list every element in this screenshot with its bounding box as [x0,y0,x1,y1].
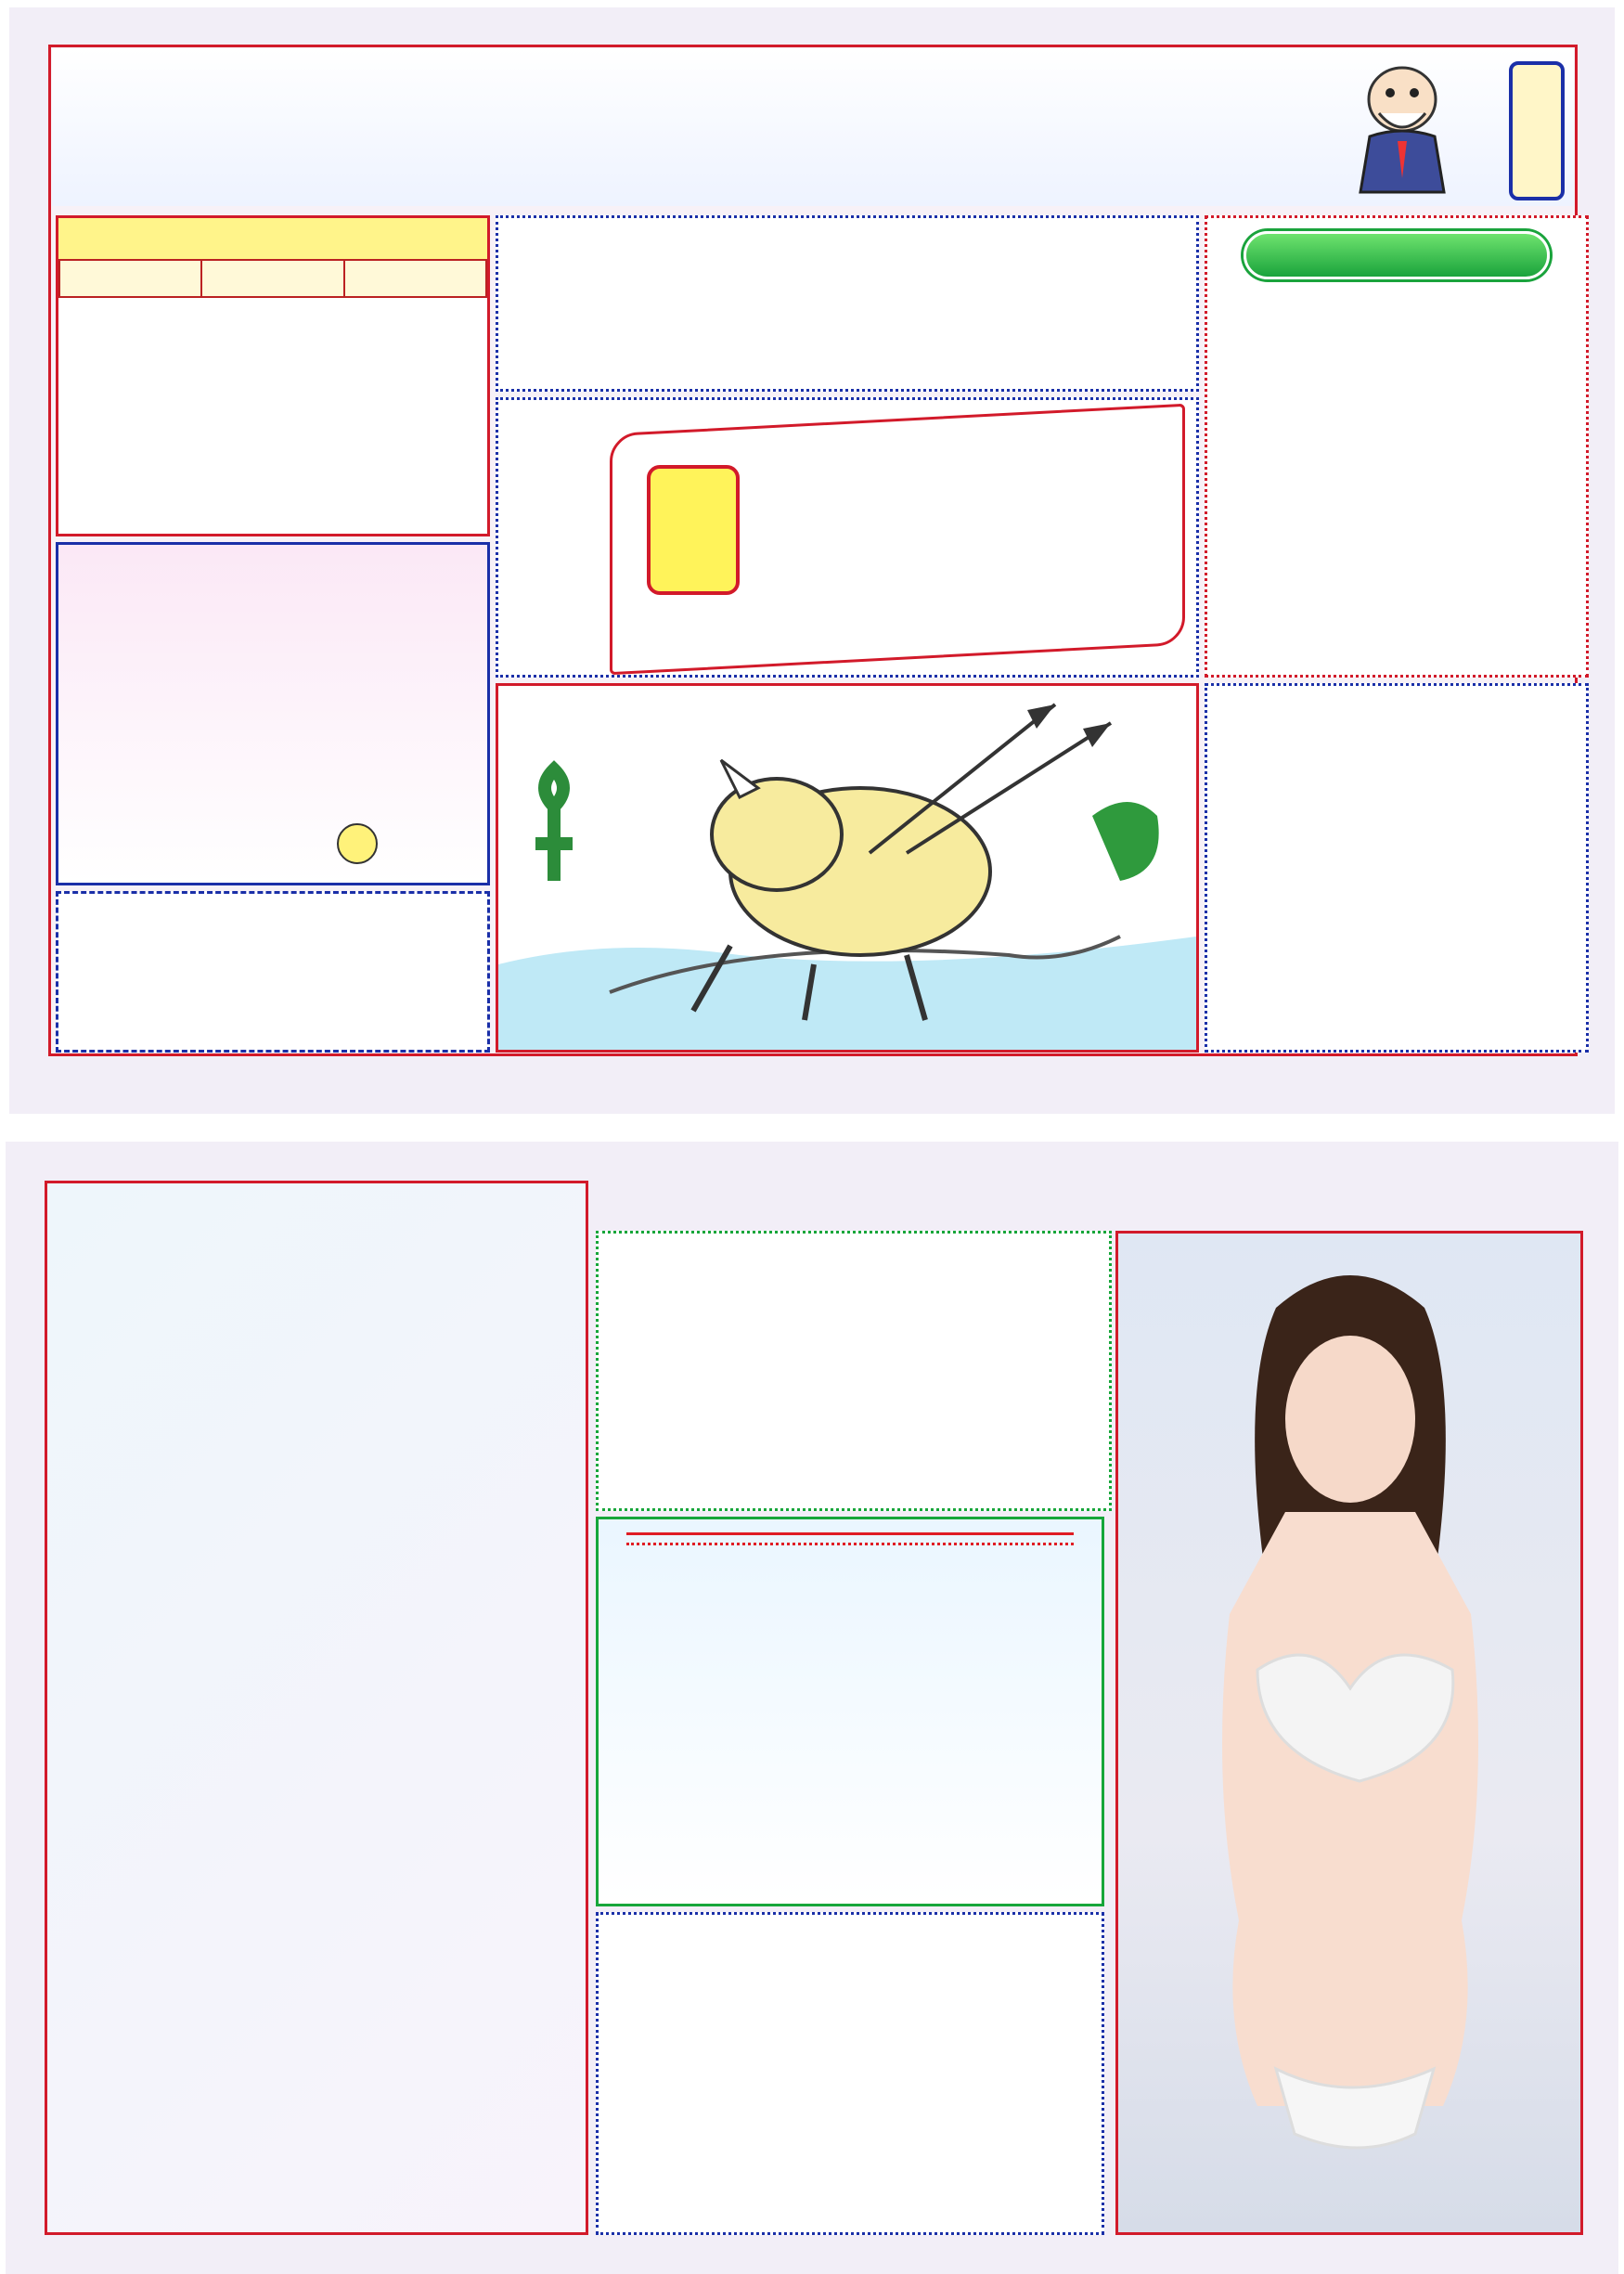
pick-panel [56,891,490,1053]
history-rows [1207,693,1586,699]
top-left-border-strip [13,45,41,1056]
bottom-bottom-border-strip [15,2237,1611,2265]
one-char-panel [496,397,1199,678]
mascot-icon [1342,58,1463,197]
poem-panel [596,1231,1112,1511]
hotdoor-panel [56,215,490,536]
story-panel [1205,215,1589,678]
bottom-right-border-strip [1587,1179,1615,2237]
zodiac-panel [56,542,490,885]
hotdoor-col-lo [344,260,486,297]
combo-panel [596,1517,1104,1906]
hotdoor-col-door [59,260,201,297]
kill15-title [498,218,1196,229]
top-bottom-border-strip [19,1056,1605,1084]
hotdoor-header-row [59,260,486,297]
kill15-panel [496,215,1199,392]
top-sheet [9,7,1615,1114]
photo-panel [1115,1231,1583,2235]
pick-grid [58,901,487,911]
zodiac-badge [337,823,378,864]
hotdoor-table [58,259,487,298]
issue-badge [1509,61,1565,200]
history-panel [1205,683,1589,1053]
rhino-illustration [496,683,1199,1053]
wave-panel [596,1912,1104,2235]
top-border-strip [19,13,1605,41]
bottom-sheet [6,1142,1618,2274]
one-char-big [647,465,740,595]
model-photo [1118,1234,1582,2234]
hotdoor-title [58,218,487,259]
header-banner [52,48,1574,206]
story-title [1244,231,1550,279]
combo-ornament [626,1532,1074,1545]
hotdoor-col-hi [201,260,343,297]
notice-line [24,1086,1602,1114]
bottom-top-border-strip [15,1149,1611,1177]
bottom-left-border-strip [9,1179,37,2237]
left-column [45,1181,588,2235]
